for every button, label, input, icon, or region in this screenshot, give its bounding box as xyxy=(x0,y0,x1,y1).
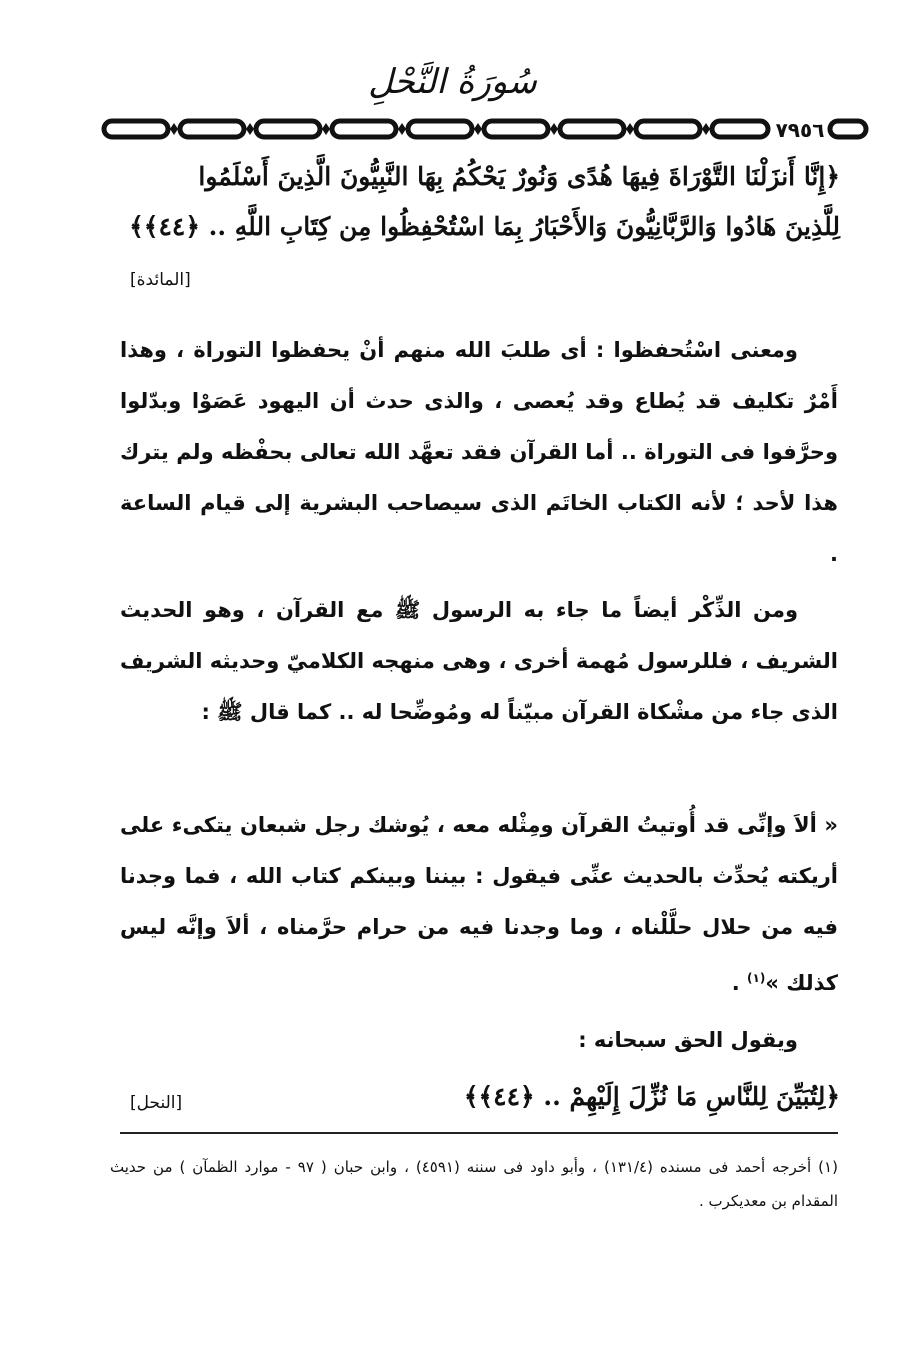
page-number: ٧٩٥٦ xyxy=(775,118,825,142)
paragraph xyxy=(120,325,838,580)
paragraph-text: ومن الذِّكْر أيضاً ما جاء به الرسول ﷺ مع القرآن ، وهو الحديث الشريف ، فللرسول مُهمة أخرى ، وهى منهجه الكلاميّ وحديثه الشريف الذى جاء من مشْكاة القرآن مبيّناً له ومُوضِّحا له .. كما قال ﷺ : xyxy=(120,598,838,724)
verse-source: [المائدة] xyxy=(130,270,191,290)
verse-line: لِلَّذِينَ هَادُوا وَالرَّبَّانِيُّونَ وَالأَحْبَارُ بِمَا اسْتُحْفِظُوا مِن كِتَابِ اللَّهِ .. ﴿٤٤﴾﴾ xyxy=(129,212,840,241)
footnote-marker: (١) xyxy=(747,971,766,985)
paragraph-text: ويقول الحق سبحانه : xyxy=(578,1028,798,1052)
verse-nahl: ﴿لِتُبَيِّنَ لِلنَّاسِ مَا نُزِّلَ إِلَيْهِمْ .. ﴿٤٤﴾﴾ xyxy=(463,1082,840,1111)
surah-title: سُورَةُ النَّحْلِ xyxy=(368,62,537,102)
ornamental-border xyxy=(100,118,772,140)
paragraph xyxy=(120,585,838,738)
hadith-quote: « ألاَ وإنِّى قد أُوتيتُ القرآن ومِثْله معه ، يُوشك رجل شبعان يتكىء على أريكته يُحدِّث بالحديث عنِّى فيقول : بيننا وبينكم كتاب الله ، فما وجدنا فيه من حلال حلَّلْناه ، وما وجدنا فيه من حرام حرَّمناه ، ألاَ وإنَّه ليس كذلك »$^{(١)}$ . xyxy=(120,813,838,995)
footnote: (١) أخرجه أحمد فى مسنده (١٣١/٤) ، وأبو داود فى سننه (٤٥٩١) ، وابن حبان ( ٩٧ - موارد الظمآن ) من حديث المقدام بن معديكرب . xyxy=(110,1158,838,1210)
verse-maidah xyxy=(120,152,840,252)
footnote-divider xyxy=(120,1132,838,1134)
paragraph-text: « ألاَ وإنِّى قد أُوتيتُ القرآن ومِثْله معه ، يُوشك رجل شبعان يتكىء على أريكته يُحدِّث بالحديث عنِّى فيقول : بيننا وبينكم كتاب الله ، فما وجدنا فيه من حلال حلَّلْناه ، وما وجدنا فيه من حرام حرَّمناه ، ألاَ وإنَّه ليس كذلك » xyxy=(120,813,838,995)
verse-line: ﴿إِنَّا أَنزَلْنَا التَّوْرَاةَ فِيهَا هُدًى وَنُورٌ يَحْكُمُ بِهَا النَّبِيُّونَ الَّذِينَ أَسْلَمُوا xyxy=(198,162,840,191)
paragraph xyxy=(120,1015,838,1066)
paragraph-text: ومعنى اسْتُحفظوا : أى طلبَ الله منهم أنْ يحفظوا التوراة ، وهذا أَمْرٌ تكليف قد يُطاع وقد يُعصى ، والذى حدث أن اليهود عَصَوْا وبدّلوا وحرَّفوا فى التوراة .. أما القرآن فقد تعهَّد الله تعالى بحفْظه ولم يترك هذا لأحد ؛ لأنه الكتاب الخاتَم الذى سيصاحب البشرية إلى قيام الساعة . xyxy=(120,338,838,566)
verse-source: [النحل] xyxy=(130,1093,183,1113)
ornamental-border-end xyxy=(826,118,870,140)
